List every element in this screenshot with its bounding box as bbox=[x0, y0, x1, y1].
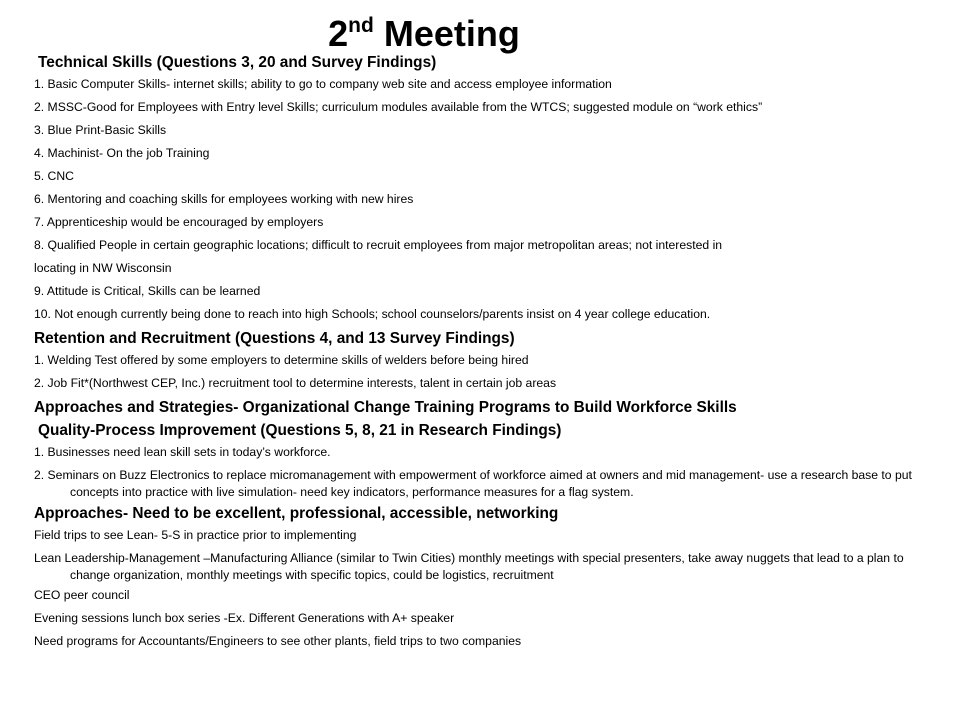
title-main: 2 bbox=[328, 13, 349, 54]
approaches-strategies-heading: Approaches and Strategies- Organizational Change Training Programs to Build Workforce Skills bbox=[34, 399, 737, 416]
list-item: 4. Machinist- On the job Training bbox=[34, 146, 210, 160]
slide-content bbox=[34, 53, 934, 656]
list-item: 1. Businesses need lean skill sets in today’s workforce. bbox=[34, 445, 331, 459]
list-item: Field trips to see Lean- 5-S in practice prior to implementing bbox=[34, 528, 357, 542]
list-item: 1. Welding Test offered by some employers to determine skills of welders before being hired bbox=[34, 353, 529, 367]
list-item: 7. Apprenticeship would be encouraged by employers bbox=[34, 215, 324, 229]
approaches-heading: Approaches- Need to be excellent, professional, accessible, networking bbox=[34, 505, 559, 522]
list-item: 10. Not enough currently being done to reach into high Schools; school counselors/parents insist on 4 year college education. bbox=[34, 307, 711, 321]
list-item: locating in NW Wisconsin bbox=[34, 261, 172, 275]
quality-heading: Quality-Process Improvement (Questions 5, 8, 21 in Research Findings) bbox=[38, 422, 562, 439]
list-item: 1. Basic Computer Skills- internet skills; ability to go to company web site and access employee information bbox=[34, 77, 612, 91]
list-item: CEO peer council bbox=[34, 588, 130, 602]
list-item: 2. MSSC-Good for Employees with Entry level Skills; curriculum modules available from the WTCS; suggested module on “work ethics” bbox=[34, 100, 763, 114]
list-item: 6. Mentoring and coaching skills for employees working with new hires bbox=[34, 192, 414, 206]
technical-skills-heading: Technical Skills (Questions 3, 20 and Survey Findings) bbox=[38, 54, 437, 71]
list-item: 9. Attitude is Critical, Skills can be learned bbox=[34, 284, 261, 298]
list-item: Need programs for Accountants/Engineers to see other plants, field trips to two companies bbox=[34, 634, 522, 648]
slide-title bbox=[0, 12, 848, 56]
title-rest: Meeting bbox=[373, 13, 520, 54]
list-item: 3. Blue Print-Basic Skills bbox=[34, 123, 167, 137]
list-item: Evening sessions lunch box series -Ex. Different Generations with A+ speaker bbox=[34, 611, 455, 625]
list-item: 2. Job Fit*(Northwest CEP, Inc.) recruitment tool to determine interests, talent in certain job areas bbox=[34, 376, 557, 390]
list-item: 5. CNC bbox=[34, 169, 74, 183]
list-item: 2. Seminars on Buzz Electronics to replace micromanagement with empowerment of workforce aimed at owners and mid management- use a research base to put concepts into practice with live simulation- need key indicators, performance measures for a flag system. bbox=[34, 468, 912, 499]
retention-heading: Retention and Recruitment (Questions 4, and 13 Survey Findings) bbox=[34, 330, 515, 347]
list-item: 8. Qualified People in certain geographic locations; difficult to recruit employees from major metropolitan areas; not interested in bbox=[34, 238, 723, 252]
title-superscript: nd bbox=[348, 14, 374, 37]
list-item: Lean Leadership-Management –Manufacturing Alliance (similar to Twin Cities) monthly meetings with special presenters, take away nuggets that lead to a plan to change organization, monthly meetings with specific topics, could be logistics, recruitment bbox=[34, 551, 904, 582]
